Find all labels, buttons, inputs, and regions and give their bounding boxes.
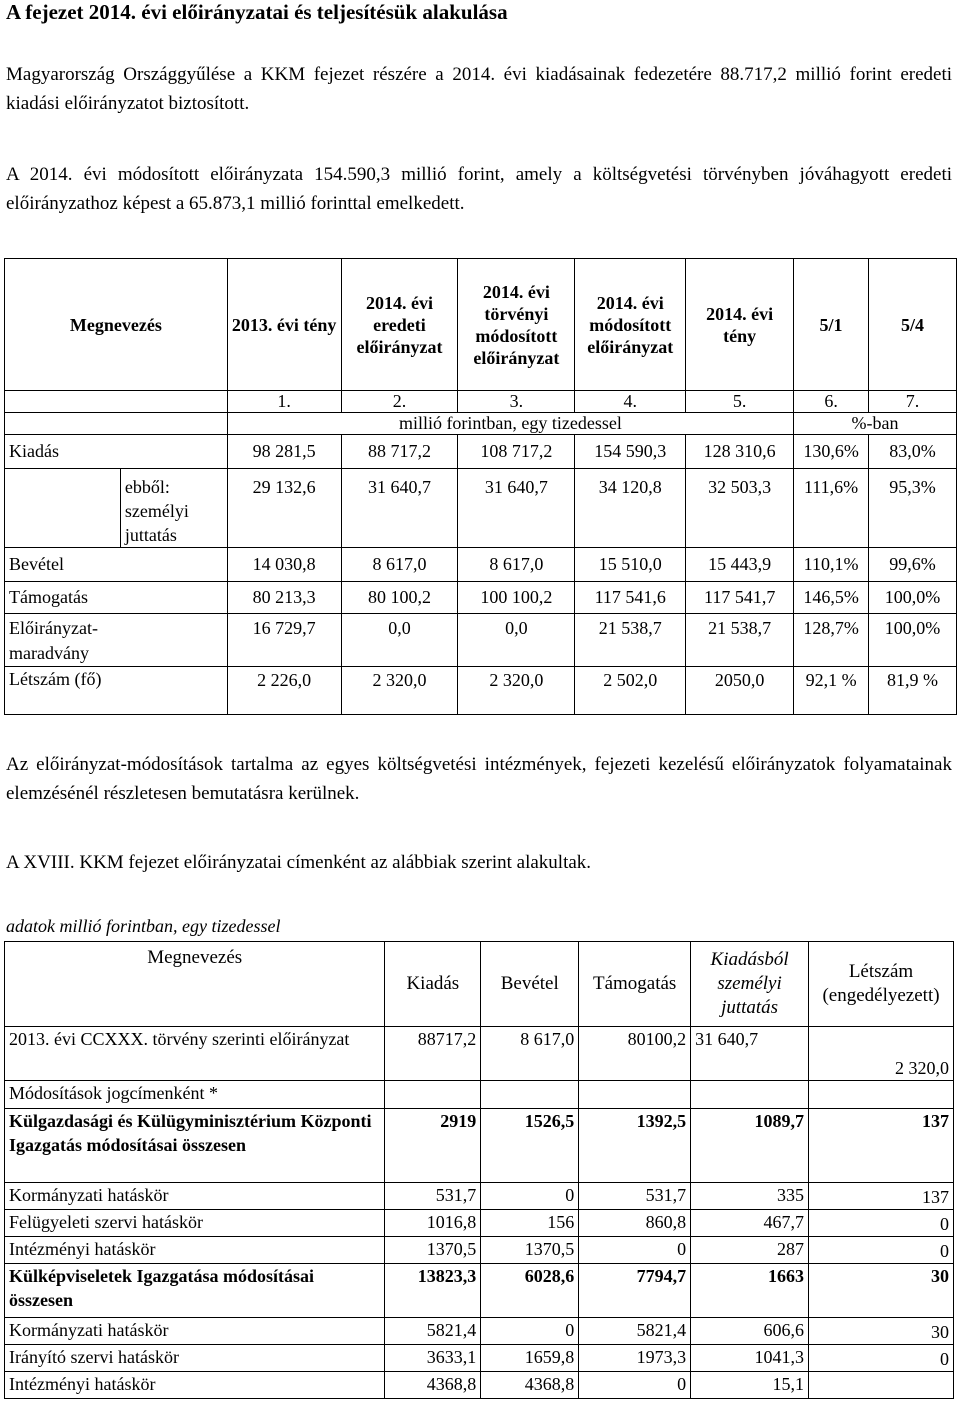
cell-szemelyi: 606,6 — [691, 1318, 809, 1345]
header-5-4: 5/4 — [869, 259, 957, 391]
cell-tamogatas: 5821,4 — [579, 1318, 691, 1345]
cell-bevetel: 156 — [481, 1210, 579, 1237]
colnum-5: 5. — [686, 391, 794, 413]
cell-tamogatas: 0 — [579, 1372, 691, 1399]
cell-value: 98 281,5 — [227, 435, 341, 469]
colnum-2: 2. — [341, 391, 458, 413]
header-megnevezes: Megnevezés — [5, 942, 385, 1027]
cell-bevetel: 4368,8 — [481, 1372, 579, 1399]
table-row — [5, 1318, 954, 1345]
cell-value: 2 320,0 — [458, 667, 575, 715]
table1-colnum-row — [5, 391, 957, 413]
cell-bevetel: 0 — [481, 1183, 579, 1210]
cell-value: 31 640,7 — [341, 469, 458, 548]
cell-value: 95,3% — [869, 469, 957, 548]
row-label-spacer — [120, 667, 227, 715]
header-2014-teny: 2014. évi tény — [686, 259, 794, 391]
table-row — [5, 582, 957, 614]
cell-tamogatas: 7794,7 — [579, 1264, 691, 1318]
row-label: Külgazdasági és Külügyminisztérium Központi Igazgatás módosításai összesen — [5, 1109, 385, 1183]
header-kiadas: Kiadás — [385, 942, 481, 1027]
cell-letszam: 0 — [809, 1345, 954, 1372]
cell-value: 128,7% — [794, 614, 869, 667]
cell-tamogatas: 531,7 — [579, 1183, 691, 1210]
cell-letszam: 0 — [809, 1237, 954, 1264]
cell-value: 81,9 % — [869, 667, 957, 715]
table-row — [5, 1109, 954, 1183]
cell-value: 80 213,3 — [227, 582, 341, 614]
cell-szemelyi: 287 — [691, 1237, 809, 1264]
cell-value: 110,1% — [794, 548, 869, 582]
table-row — [5, 1372, 954, 1399]
cell-value: 117 541,6 — [575, 582, 686, 614]
unit-empty — [5, 413, 228, 435]
cell-value: 154 590,3 — [575, 435, 686, 469]
header-letszam: Létszám (engedélyezett) — [809, 942, 954, 1027]
cell-szemelyi: 1041,3 — [691, 1345, 809, 1372]
cell-letszam: 0 — [809, 1210, 954, 1237]
cell-value: 0,0 — [341, 614, 458, 667]
row-label-kiadas: Kiadás — [5, 435, 228, 469]
row-label-letszam: Létszám (fő) — [5, 667, 121, 715]
cell-kiadas: 5821,4 — [385, 1318, 481, 1345]
cell-kiadas: 1370,5 — [385, 1237, 481, 1264]
header-5-1: 5/1 — [794, 259, 869, 391]
cell-szemelyi: 1089,7 — [691, 1109, 809, 1183]
cell-kiadas — [385, 1081, 481, 1109]
cell-value: 80 100,2 — [341, 582, 458, 614]
table1-unit-row — [5, 413, 957, 435]
cell-szemelyi — [691, 1081, 809, 1109]
cell-value: 2 502,0 — [575, 667, 686, 715]
paragraph-modified-budget: A 2014. évi módosított előirányzata 154.590,3 millió forint, amely a költségvetési törvényben jóváhagyott eredeti előirányzathoz képest a 65.873,1 millió forinttal emelkedett. — [6, 164, 952, 214]
cell-value: 21 538,7 — [686, 614, 794, 667]
cell-tamogatas: 0 — [579, 1237, 691, 1264]
cell-bevetel: 1370,5 — [481, 1237, 579, 1264]
paragraph-kkm-chapter: A XVIII. KKM fejezet előirányzatai címenként az alábbiak szerint alakultak. — [6, 852, 592, 873]
cell-value: 2050,0 — [686, 667, 794, 715]
cell-letszam: 137 — [809, 1183, 954, 1210]
table-row — [5, 667, 957, 715]
cell-value: 108 717,2 — [458, 435, 575, 469]
cell-value: 100,0% — [869, 582, 957, 614]
cell-value: 2 226,0 — [227, 667, 341, 715]
paragraph-modifications: Az előirányzat-módosítások tartalma az egyes költségvetési intézmények, fejezeti kezelésű előirányzatok folyamatainak elemzésénél részletesen bemutatásra kerülnek. — [6, 754, 952, 804]
header-szemelyi-juttatas: Kiadásból személyi juttatás — [691, 942, 809, 1027]
cell-value: 100,0% — [869, 614, 957, 667]
cell-value: 15 510,0 — [575, 548, 686, 582]
unit-percent: %-ban — [794, 413, 957, 435]
table-row — [5, 1237, 954, 1264]
cell-kiadas: 4368,8 — [385, 1372, 481, 1399]
cell-letszam: 30 — [809, 1264, 954, 1318]
cell-value: 29 132,6 — [227, 469, 341, 548]
cell-bevetel: 1526,5 — [481, 1109, 579, 1183]
cell-value: 32 503,3 — [686, 469, 794, 548]
cell-value: 111,6% — [794, 469, 869, 548]
row-label: Módosítások jogcímenként * — [5, 1081, 385, 1109]
cell-letszam: 30 — [809, 1318, 954, 1345]
row-label: Intézményi hatáskör — [5, 1237, 385, 1264]
table-row — [5, 1264, 954, 1318]
row-label: Kormányzati hatáskör — [5, 1318, 385, 1345]
header-bevetel: Bevétel — [481, 942, 579, 1027]
cell-tamogatas — [579, 1081, 691, 1109]
header-2014-eredeti: 2014. évi eredeti előirányzat — [341, 259, 458, 391]
table-row — [5, 469, 957, 548]
cell-value: 0,0 — [458, 614, 575, 667]
table-row — [5, 1081, 954, 1109]
cell-letszam: 137 — [809, 1109, 954, 1183]
cell-szemelyi: 335 — [691, 1183, 809, 1210]
header-2014-modositott: 2014. évi módosított előirányzat — [575, 259, 686, 391]
cell-bevetel: 0 — [481, 1318, 579, 1345]
cell-value: 117 541,7 — [686, 582, 794, 614]
row-label-maradvany: Előirányzat-maradvány — [5, 614, 121, 667]
colnum-6: 6. — [794, 391, 869, 413]
paragraph-original-budget: Magyarország Országgyűlése a KKM fejezet részére a 2014. évi kiadásainak fedezetére 88.717,2 millió forint eredeti kiadási előirányzatot biztosított. — [6, 64, 952, 114]
colnum-4: 4. — [575, 391, 686, 413]
cell-letszam: 2 320,0 — [809, 1027, 954, 1081]
cell-value: 83,0% — [869, 435, 957, 469]
cell-value: 14 030,8 — [227, 548, 341, 582]
table-row — [5, 435, 957, 469]
table2-header-row — [5, 942, 954, 1027]
cell-szemelyi: 1663 — [691, 1264, 809, 1318]
header-2013-teny: 2013. évi tény — [227, 259, 341, 391]
cell-tamogatas: 80100,2 — [579, 1027, 691, 1081]
cell-kiadas: 1016,8 — [385, 1210, 481, 1237]
colnum-7: 7. — [869, 391, 957, 413]
row-label: Külképviseletek Igazgatása módosításai összesen — [5, 1264, 385, 1318]
cell-kiadas: 531,7 — [385, 1183, 481, 1210]
cell-value: 128 310,6 — [686, 435, 794, 469]
cell-value: 88 717,2 — [341, 435, 458, 469]
row-label-empty — [5, 469, 121, 548]
cell-bevetel: 6028,6 — [481, 1264, 579, 1318]
row-label: Intézményi hatáskör — [5, 1372, 385, 1399]
cell-value: 31 640,7 — [458, 469, 575, 548]
cell-value: 8 617,0 — [458, 548, 575, 582]
unit-million: millió forintban, egy tizedessel — [227, 413, 793, 435]
cell-value: 100 100,2 — [458, 582, 575, 614]
cell-value: 15 443,9 — [686, 548, 794, 582]
row-label-tamogatas: Támogatás — [5, 582, 228, 614]
cell-tamogatas: 860,8 — [579, 1210, 691, 1237]
row-label: Felügyeleti szervi hatáskör — [5, 1210, 385, 1237]
row-label: Irányító szervi hatáskör — [5, 1345, 385, 1372]
row-label-szemelyi-juttatas: ebből: személyi juttatás — [120, 469, 227, 548]
cell-bevetel: 1659,8 — [481, 1345, 579, 1372]
cell-kiadas: 3633,1 — [385, 1345, 481, 1372]
table-row — [5, 1183, 954, 1210]
cell-value: 8 617,0 — [341, 548, 458, 582]
colnum-3: 3. — [458, 391, 575, 413]
row-label-spacer — [120, 614, 227, 667]
cell-bevetel: 8 617,0 — [481, 1027, 579, 1081]
cell-value: 92,1 % — [794, 667, 869, 715]
cell-kiadas: 88717,2 — [385, 1027, 481, 1081]
header-tamogatas: Támogatás — [579, 942, 691, 1027]
table-row — [5, 1027, 954, 1081]
cell-kiadas: 2919 — [385, 1109, 481, 1183]
colnum-1: 1. — [227, 391, 341, 413]
units-note: adatok millió forintban, egy tizedessel — [6, 916, 281, 936]
budget-summary-table — [4, 258, 957, 715]
header-2014-torvenyi: 2014. évi törvényi módosított előirányzat — [458, 259, 575, 391]
header-megnevezes: Megnevezés — [5, 259, 228, 391]
section-heading: A fejezet 2014. évi előirányzatai és teljesítésük alakulása — [6, 0, 508, 24]
cell-szemelyi: 31 640,7 — [691, 1027, 809, 1081]
table-row — [5, 1210, 954, 1237]
table-row — [5, 1345, 954, 1372]
cell-tamogatas: 1392,5 — [579, 1109, 691, 1183]
row-label: 2013. évi CCXXX. törvény szerinti előirányzat — [5, 1027, 385, 1081]
cell-kiadas: 13823,3 — [385, 1264, 481, 1318]
cell-value: 99,6% — [869, 548, 957, 582]
cell-tamogatas: 1973,3 — [579, 1345, 691, 1372]
cell-value: 146,5% — [794, 582, 869, 614]
cell-letszam — [809, 1081, 954, 1109]
cell-bevetel — [481, 1081, 579, 1109]
cell-letszam — [809, 1372, 954, 1399]
colnum-empty — [5, 391, 228, 413]
table-row — [5, 548, 957, 582]
cell-value: 130,6% — [794, 435, 869, 469]
table-row — [5, 614, 957, 667]
cell-szemelyi: 15,1 — [691, 1372, 809, 1399]
cell-value: 16 729,7 — [227, 614, 341, 667]
cell-szemelyi: 467,7 — [691, 1210, 809, 1237]
cell-value: 2 320,0 — [341, 667, 458, 715]
cell-value: 21 538,7 — [575, 614, 686, 667]
row-label: Kormányzati hatáskör — [5, 1183, 385, 1210]
chapter-items-table — [4, 941, 954, 1399]
row-label-bevetel: Bevétel — [5, 548, 228, 582]
table1-header-row — [5, 259, 957, 391]
cell-value: 34 120,8 — [575, 469, 686, 548]
